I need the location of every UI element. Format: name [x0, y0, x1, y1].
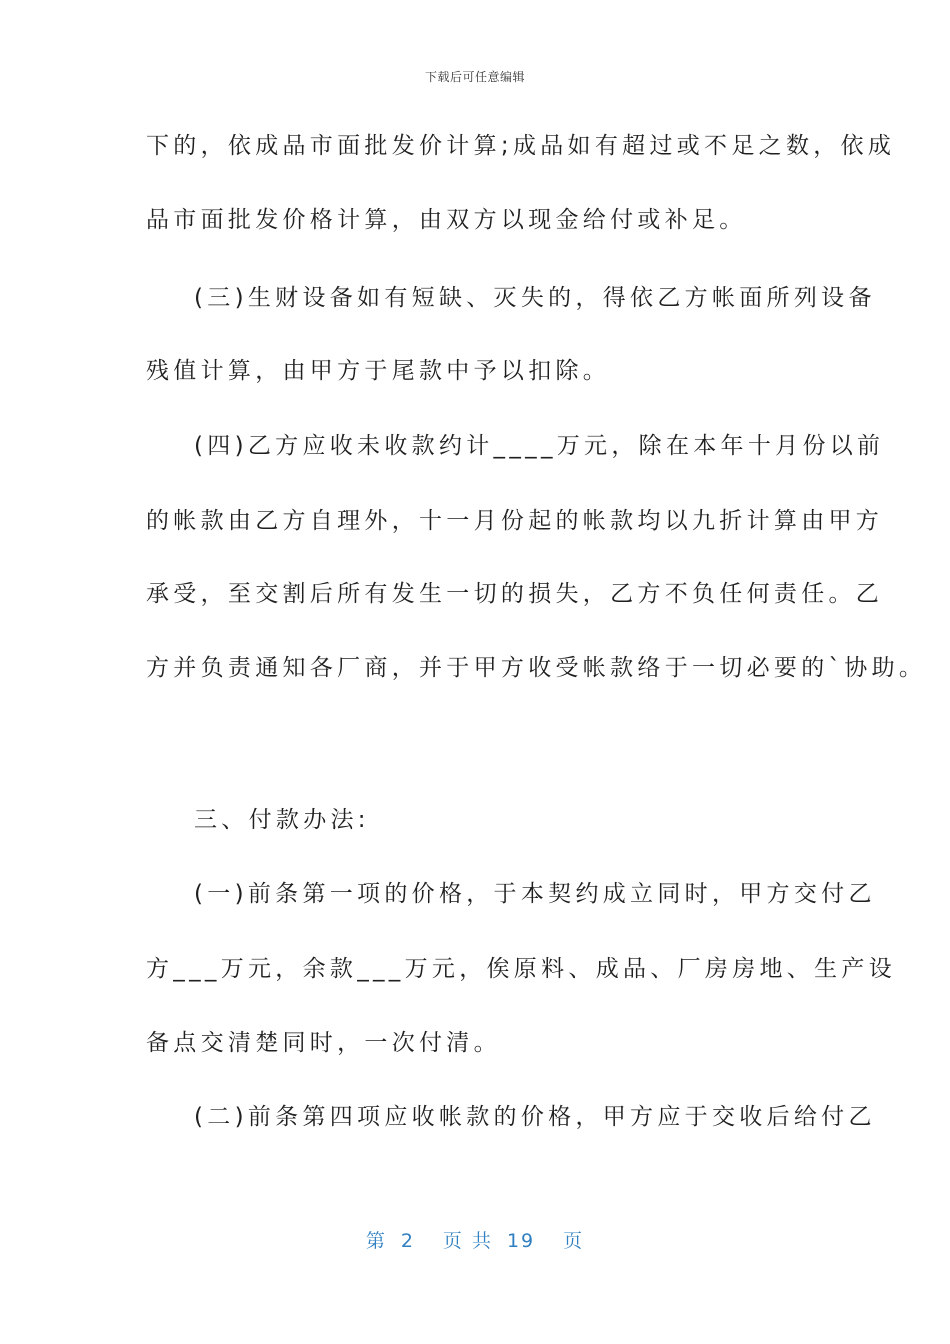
footer-total-pages: 19 — [506, 1230, 536, 1252]
text-line: (二)前条第四项应收帐款的价格，甲方应于交收后给付乙 — [194, 1104, 876, 1130]
text-line: 承受，至交割后所有发生一切的损失，乙方不负任何责任。乙 — [146, 581, 884, 607]
footer-page-number: 2 — [400, 1230, 415, 1252]
text-line: 残值计算，由甲方于尾款中予以扣除。 — [146, 358, 611, 384]
text-line: 方并负责通知各厂商，并于甲方收受帐款络于一切必要的`协助。 — [146, 655, 927, 681]
footer-suffix: 页 — [563, 1230, 585, 1252]
text-line: (一)前条第一项的价格，于本契约成立同时，甲方交付乙 — [194, 881, 876, 907]
text-line: 的帐款由乙方自理外，十一月份起的帐款均以九折计算由甲方 — [146, 508, 884, 534]
page-header-note: 下载后可任意编辑 — [424, 70, 525, 84]
text-line: 方___万元，余款___万元，俟原料、成品、厂房房地、生产设 — [146, 956, 896, 982]
text-line: (三)生财设备如有短缺、灭失的，得依乙方帐面所列设备 — [194, 285, 876, 311]
text-line: 品市面批发价格计算，由双方以现金给付或补足。 — [146, 207, 747, 233]
text-line: 下的，依成品市面批发价计算;成品如有超过或不足之数，依成 — [146, 133, 896, 159]
footer-middle: 页 共 — [442, 1230, 493, 1252]
text-line: 备点交清楚同时，一次付清。 — [146, 1030, 501, 1056]
footer-prefix: 第 — [365, 1230, 387, 1252]
page-footer — [0, 1226, 950, 1253]
text-line: (四)乙方应收未收款约计____万元，除在本年十月份以前 — [194, 433, 885, 459]
section-heading: 三、付款办法: — [194, 807, 370, 833]
